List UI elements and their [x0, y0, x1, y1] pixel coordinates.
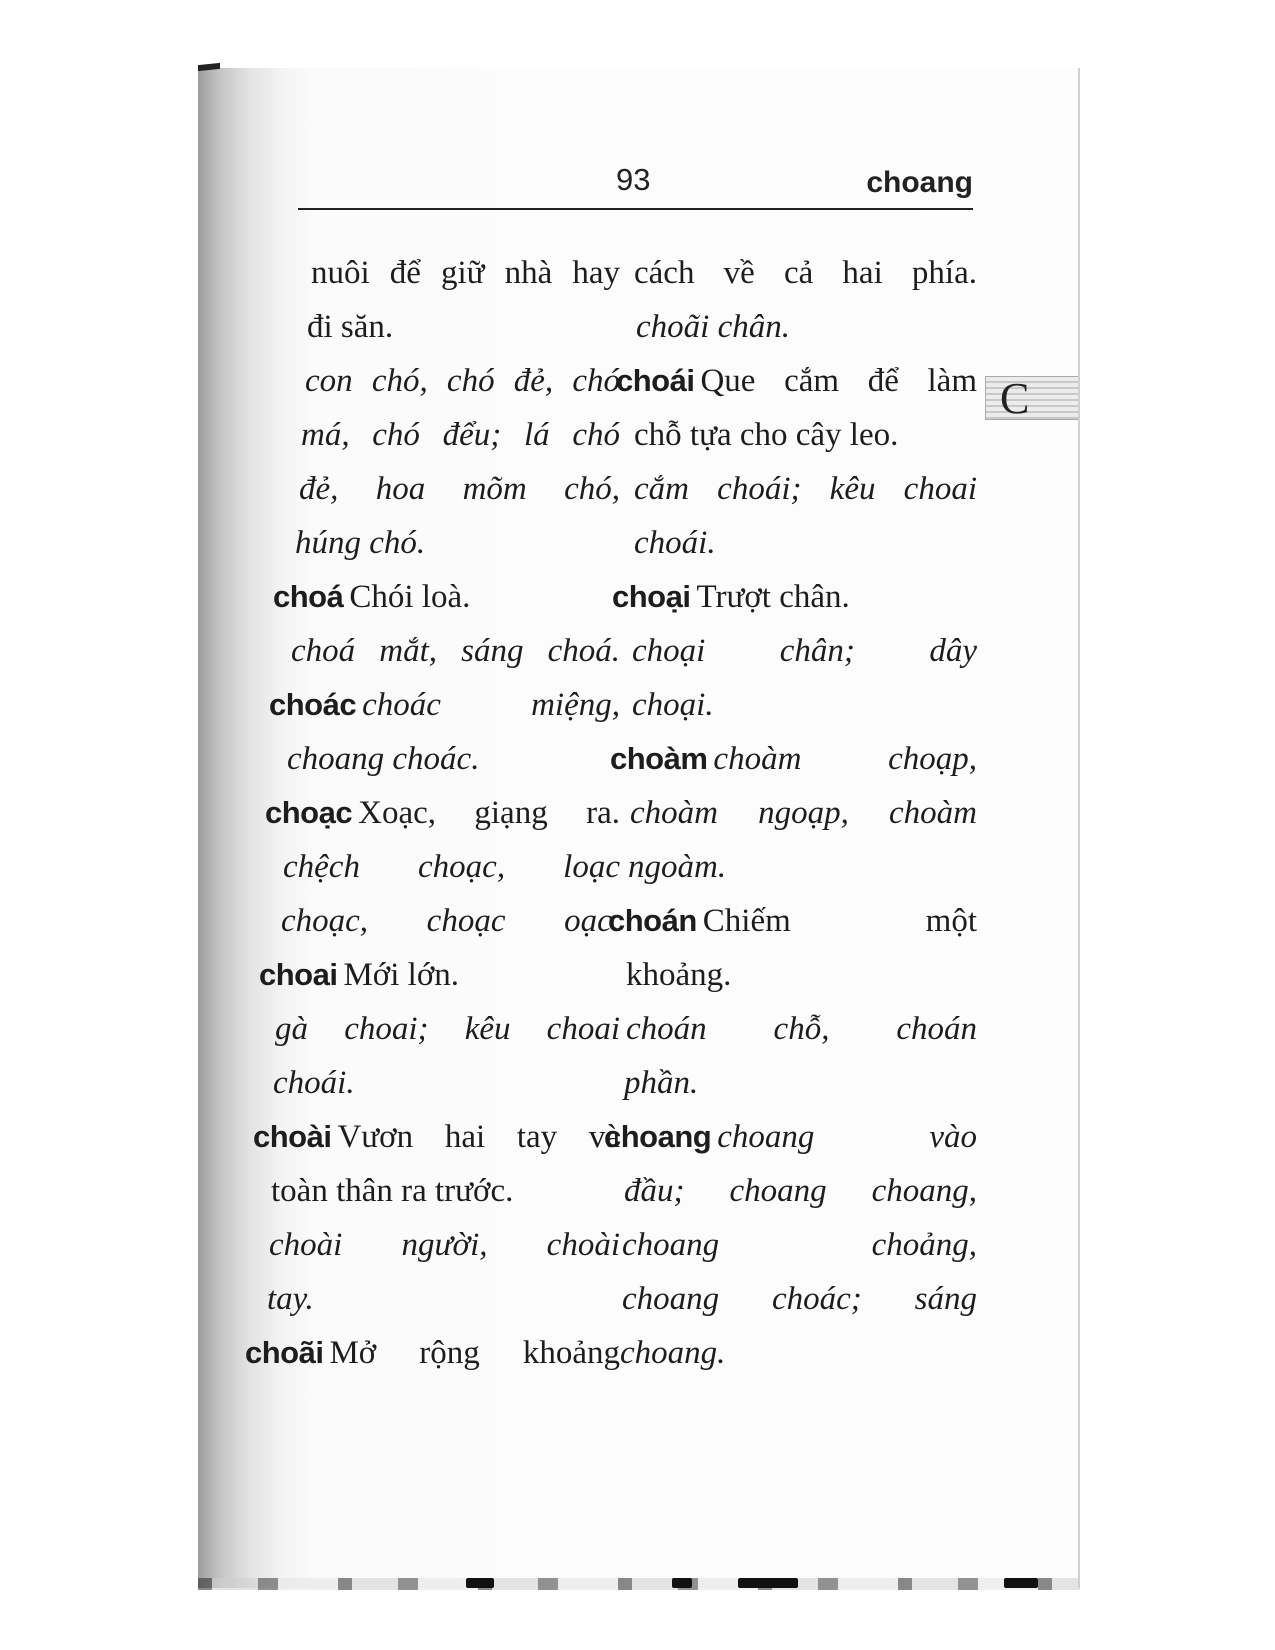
- definition-line: [622, 1218, 977, 1272]
- definition-line: [622, 1272, 977, 1326]
- headword: choãi: [245, 1335, 324, 1370]
- definition-line: [299, 462, 620, 516]
- line-text: choang choảng,: [622, 1227, 977, 1263]
- page-header: [298, 160, 973, 210]
- edge-smudge: [466, 1578, 494, 1588]
- line-text: ngoàm.: [628, 849, 727, 885]
- definition-line: [630, 786, 977, 840]
- definition-line: [275, 1002, 620, 1056]
- line-text: choang choác; sáng: [622, 1281, 977, 1317]
- definition-line: [287, 732, 620, 786]
- line-text: choái.: [273, 1065, 355, 1101]
- entry-line: [259, 948, 620, 1002]
- line-text: Chiếm một: [702, 903, 977, 939]
- line-text: đẻ, hoa mõm chó,: [299, 471, 620, 507]
- definition-line: [273, 1056, 620, 1110]
- definition-line: [305, 354, 620, 408]
- line-text: Vươn hai tay và: [337, 1119, 620, 1155]
- thumb-index-letter: C: [1000, 374, 1030, 423]
- entry-line: [610, 732, 977, 786]
- guide-word: choang: [866, 166, 973, 199]
- line-text: nuôi để giữ nhà hay: [311, 255, 620, 291]
- line-text: phần.: [624, 1065, 699, 1101]
- example-text: choàm choạp,: [713, 741, 977, 777]
- definition-line: [624, 1056, 977, 1110]
- entry-line: [608, 894, 977, 948]
- definition-line: [307, 300, 620, 354]
- definition-line: [632, 678, 977, 732]
- definition-line: [281, 894, 620, 948]
- left-column: [245, 246, 620, 1380]
- definition-line: [295, 516, 620, 570]
- headword: choá: [273, 579, 344, 614]
- entry-line: [616, 354, 977, 408]
- definition-line: [634, 516, 977, 570]
- headword: choái: [616, 363, 695, 398]
- line-text: khoảng.: [626, 957, 732, 993]
- line-text: gà choai; kêu choai: [275, 1011, 620, 1047]
- definition-line: [624, 1164, 977, 1218]
- edge-smudge: [1004, 1578, 1038, 1588]
- line-text: Chói loà.: [349, 579, 471, 615]
- line-text: choá mắt, sáng choá.: [291, 633, 620, 669]
- entry-line: [273, 570, 620, 624]
- line-text: choang.: [620, 1335, 726, 1371]
- page-bottom-edge: [198, 1578, 1080, 1590]
- definition-line: [267, 1272, 620, 1326]
- line-text: Mới lớn.: [343, 957, 460, 993]
- definition-line: [271, 1164, 620, 1218]
- right-column: [604, 246, 977, 1380]
- definition-line: [301, 408, 620, 462]
- headword: choàm: [610, 741, 708, 776]
- line-text: choàm ngoạp, choàm: [630, 795, 977, 831]
- definition-line: [291, 624, 620, 678]
- entry-line: [612, 570, 977, 624]
- definition-line: [632, 624, 977, 678]
- line-text: choán chỗ, choán: [626, 1011, 977, 1047]
- entry-line: [604, 1110, 977, 1164]
- definition-line: [634, 408, 977, 462]
- line-text: húng chó.: [295, 525, 426, 561]
- headword: choán: [608, 903, 697, 938]
- line-text: đầu; choang choang,: [624, 1173, 977, 1209]
- line-text: choang choác.: [287, 741, 480, 777]
- line-text: đi săn.: [307, 309, 394, 345]
- line-text: choài người, choài: [269, 1227, 620, 1263]
- headword: choài: [253, 1119, 332, 1154]
- line-text: cắm choái; kêu choai: [634, 471, 977, 507]
- headword: choai: [259, 957, 338, 992]
- definition-line: [626, 1002, 977, 1056]
- definition-line: [626, 948, 977, 1002]
- headword: choác: [269, 687, 357, 722]
- entry-line: [253, 1110, 620, 1164]
- line-text: Que cắm để làm: [700, 363, 977, 399]
- line-text: choãi chân.: [636, 309, 790, 345]
- line-text: choại chân; dây: [632, 633, 977, 669]
- entry-line: [265, 786, 620, 840]
- entry-line: [245, 1326, 620, 1380]
- line-text: Trượt chân.: [696, 579, 850, 615]
- edge-smudge: [738, 1578, 798, 1588]
- line-text: Mở rộng khoảng: [329, 1335, 620, 1371]
- definition-line: [634, 246, 977, 300]
- example-text: choang vào: [717, 1119, 977, 1155]
- line-text: con chó, chó đẻ, chó: [305, 363, 620, 399]
- page-number: 93: [616, 162, 651, 197]
- line-text: chệch choạc, loạc: [283, 849, 620, 885]
- example-text: choác miệng,: [362, 687, 620, 723]
- line-text: chỗ tựa cho cây leo.: [634, 417, 899, 453]
- headword: choạc: [265, 795, 353, 830]
- definition-line: [628, 840, 977, 894]
- definition-line: [636, 300, 977, 354]
- headword: choang: [604, 1119, 712, 1154]
- definition-line: [634, 462, 977, 516]
- edge-smudge: [672, 1578, 692, 1588]
- entry-line: [269, 678, 620, 732]
- line-text: cách về cả hai phía.: [634, 255, 977, 291]
- line-text: choạc, choạc oạc.: [281, 903, 620, 939]
- definition-line: [620, 1326, 977, 1380]
- line-text: toàn thân ra trước.: [271, 1173, 514, 1209]
- definition-line: [269, 1218, 620, 1272]
- definition-line: [311, 246, 620, 300]
- thumb-index-tab: [985, 374, 1078, 423]
- line-text: Xoạc, giạng ra.: [358, 795, 620, 831]
- headword: choại: [612, 579, 691, 614]
- line-text: choại.: [632, 687, 714, 723]
- line-text: tay.: [267, 1281, 314, 1317]
- line-text: má, chó đểu; lá chó: [301, 417, 620, 453]
- line-text: choái.: [634, 525, 716, 561]
- definition-line: [283, 840, 620, 894]
